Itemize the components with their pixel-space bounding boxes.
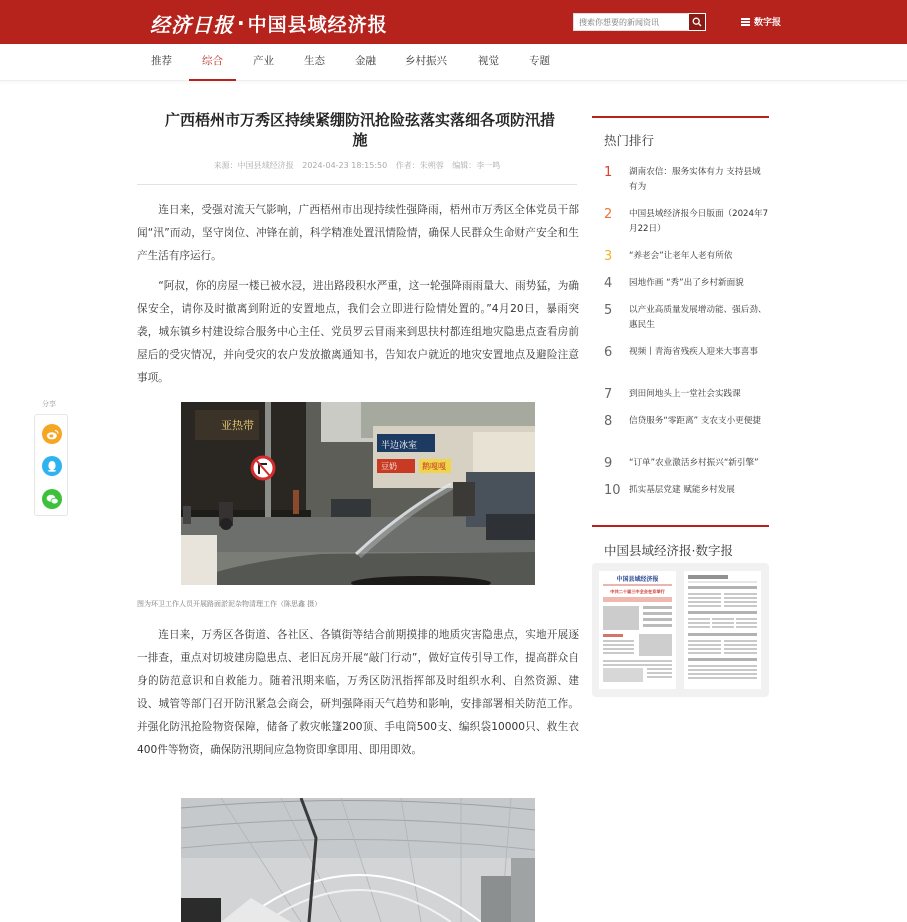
- search-icon: [692, 17, 702, 27]
- site-logo[interactable]: [150, 9, 388, 37]
- wechat-share-button[interactable]: [42, 489, 62, 509]
- nav-item-recommend[interactable]: 推荐: [151, 55, 172, 67]
- digital-paper-page-1[interactable]: [599, 571, 676, 689]
- paper-headline: 中共二十届三中全会在京举行: [610, 589, 665, 594]
- nav-item-finance[interactable]: 金融: [355, 55, 376, 67]
- hot-list-rank: 7: [604, 387, 613, 402]
- qq-icon: [47, 460, 57, 472]
- digital-paper-page-2[interactable]: [684, 571, 761, 689]
- hot-list-heading: 热门排行: [604, 133, 655, 148]
- nav-item-rural-revitalization[interactable]: 乡村振兴: [405, 55, 447, 67]
- hot-list-title[interactable]: 以产业高质量发展增动能、强后劲、惠民生: [629, 305, 767, 330]
- hot-list-title[interactable]: 湖南农信：服务实体有力 支持县域有为: [629, 167, 761, 192]
- qq-share-button[interactable]: [42, 456, 62, 476]
- digital-paper-panel: [592, 563, 769, 697]
- hot-list-item[interactable]: [604, 249, 769, 264]
- hot-list-title[interactable]: “订单”农业激活乡村振兴“新引擎”: [629, 458, 759, 468]
- digital-paper-link[interactable]: [741, 15, 781, 28]
- hot-list-title[interactable]: 园地作画 “秀”出了乡村新面貌: [629, 278, 744, 288]
- photo-sign-shop3: 豆奶: [381, 462, 397, 471]
- hot-list-rank: 4: [604, 276, 613, 291]
- share-panel: [34, 414, 68, 516]
- hot-list-item[interactable]: [604, 483, 769, 498]
- photo-caption: 图为环卫工作人员开展路面淤泥杂物清理工作（陈思鑫 摄）: [137, 600, 322, 608]
- photo-sign-shop4: 鹅嘎嘎: [422, 462, 446, 471]
- hot-list-rank: 6: [604, 345, 613, 360]
- hot-list-item[interactable]: [604, 207, 769, 237]
- hot-list-rank: 2: [604, 207, 613, 222]
- hot-list-item[interactable]: [604, 345, 769, 360]
- hot-list-title[interactable]: 中国县域经济报今日版面（2024年7月22日）: [629, 209, 769, 234]
- nav-item-general[interactable]: 综合: [202, 44, 223, 81]
- nav-item-visual[interactable]: 视觉: [478, 55, 499, 67]
- nav-item-industry[interactable]: 产业: [253, 55, 274, 67]
- hot-list-item[interactable]: [604, 414, 769, 429]
- top-header-bar: [0, 0, 907, 44]
- weibo-share-button[interactable]: [42, 424, 62, 444]
- hot-list-rank: 10: [604, 483, 621, 498]
- search-input[interactable]: [573, 13, 689, 31]
- nav-item-special[interactable]: 专题: [529, 55, 550, 67]
- weibo-icon: [46, 429, 59, 440]
- main-nav: [0, 44, 907, 81]
- hot-list-item[interactable]: [604, 387, 769, 402]
- article-title: 广西梧州市万秀区持续紧绷防汛抢险弦落实落细各项防汛措施: [164, 111, 555, 149]
- wechat-icon: [46, 494, 59, 505]
- hot-list-rank: 3: [604, 249, 613, 264]
- hot-list-item[interactable]: [604, 303, 769, 333]
- article-datetime: 2024-04-23 18:15:50: [302, 161, 388, 170]
- article-editor: 编辑：李一鸣: [452, 161, 501, 170]
- hot-list-top-rule: [592, 116, 769, 118]
- hot-list-rank: 9: [604, 456, 613, 471]
- photo-sign-shop2: 半边冰室: [381, 441, 418, 451]
- logo-main-text: 中国县域经济报: [247, 13, 388, 36]
- hot-list-rank: 1: [604, 165, 613, 180]
- digital-paper-heading: 中国县域经济报·数字报: [604, 543, 733, 558]
- hot-list-title[interactable]: “养老会”让老年人老有所依: [629, 251, 733, 261]
- logo-script-text: 经济日报: [150, 12, 234, 37]
- hot-list-rank: 8: [604, 414, 613, 429]
- digital-paper-label: 数字报: [754, 18, 782, 28]
- hot-list-item[interactable]: [604, 165, 769, 195]
- paper-masthead: 中国县域经济报: [616, 576, 659, 583]
- hot-list-rank: 5: [604, 303, 613, 318]
- article-author: 作者：朱朔蓉: [395, 161, 444, 170]
- hot-list-title[interactable]: 视频丨青海省残疾人迎来大事喜事: [629, 347, 758, 357]
- logo-separator: ·: [237, 11, 245, 35]
- article-divider: [137, 184, 577, 185]
- hot-list-item[interactable]: [604, 456, 769, 471]
- hot-list-title[interactable]: 信贷服务“零距离” 支农支小更便捷: [629, 416, 761, 426]
- article-paragraph-2: “阿叔，你的房屋一楼已被水浸，进出路段积水严重，这一轮强降雨雨量大、雨势猛，为确保安全，请你及时撤离到附近的安置地点，我们会立即进行险情处置的。”4月20日，暴雨突袭，城东镇乡村建设综合服务中心主任、党员罗云冒雨来到思扶村都连组地灾隐患点查看房前屋后的受灾情况，并向受灾的农户发放撤离通知书，告知农户就近的地灾安置地点及避险注意事项。: [137, 280, 579, 384]
- menu-icon: [741, 18, 750, 26]
- digital-paper-top-rule: [592, 525, 769, 527]
- article-photo-street-cleaning: [181, 402, 535, 585]
- article-photo-flood-net: [181, 798, 535, 922]
- share-label: 分享: [42, 400, 56, 408]
- photo-sign-shop1: 亚热带: [221, 419, 254, 432]
- article-meta: [137, 160, 577, 171]
- hot-list-title[interactable]: 抓实基层党建 赋能乡村发展: [629, 485, 735, 495]
- article-paragraph-3: 连日来，万秀区各街道、各社区、各镇街等结合前期摸排的地质灾害隐患点，实地开展逐一排查，重点对切坡建房隐患点、老旧瓦房开展“敲门行动”，做好宣传引导工作，提高群众自身的防范意识和自救能力。随着汛期来临，万秀区防汛指挥部及时组织水利、自然资源、建设、城管等部门召开防汛紧急会商会，研判强降雨天气趋势和影响，安排部署相关防范工作。并强化防汛抢险物资保障，储备了救灾帐篷200顶、手电筒500支、编织袋10000只、救生衣400件等物资，确保防汛期间应急物资即拿即用、即用即效。: [137, 629, 579, 756]
- article-source: 来源：中国县域经济报: [213, 161, 294, 170]
- article-paragraph-1: 连日来，受强对流天气影响，广西梧州市出现持续性强降雨，梧州市万秀区全体党员干部闻“汛”而动，坚守岗位、冲锋在前，科学精准处置汛情险情，确保人民群众生命财产安全和生产生活有序运行。: [137, 204, 579, 262]
- hot-list-item[interactable]: [604, 276, 769, 291]
- search-button[interactable]: [688, 13, 706, 31]
- nav-item-ecology[interactable]: 生态: [304, 55, 325, 67]
- hot-list-title[interactable]: 到田间地头上一堂社会实践课: [629, 389, 741, 399]
